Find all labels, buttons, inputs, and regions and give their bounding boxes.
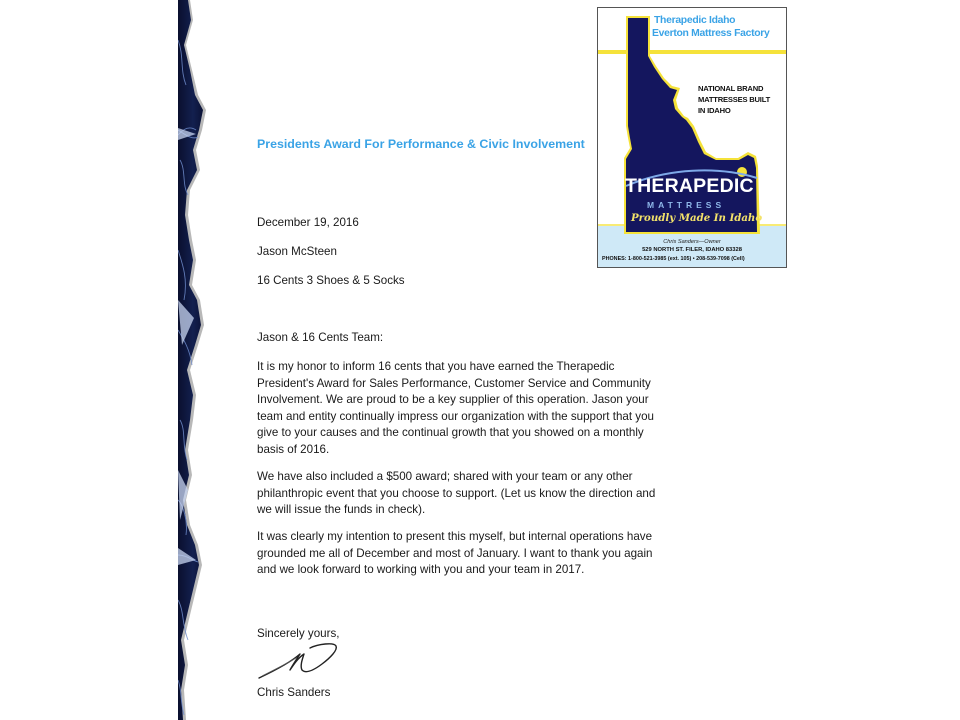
ad-phones: PHONES: 1-800-521-3985 (ext. 105) • 208-539-7098 (Cell) [602, 256, 745, 262]
paragraph-line: Involvement. We are proud to be a key supplier of this operation. Jason your [257, 393, 649, 406]
ad-slogan: Proudly Made In Idaho [631, 212, 763, 224]
paragraph-line: give to your causes and the continual growth that you showed on a monthly [257, 426, 644, 439]
ad-subbrand: MATTRESS [647, 200, 726, 210]
letter-date: December 19, 2016 [257, 216, 359, 229]
signature-image [256, 640, 346, 682]
ad-brand-logo-text: THERAPEDIC [625, 175, 754, 197]
paragraph-line: President's Award for Sales Performance, Customer Service and Community [257, 376, 651, 390]
closing: Sincerely yours, [257, 627, 340, 640]
ad-title-line2: Everton Mattress Factory [652, 28, 770, 39]
paragraph-line: It is my honor to inform 16 cents that you have earned the Therapedic [257, 360, 615, 373]
idaho-map-graphic [598, 8, 786, 267]
ad-owner: Chris Sanders—Owner [663, 239, 721, 245]
body-paragraph-1 [257, 359, 654, 458]
body-paragraph-3 [257, 529, 653, 579]
ad-tagline-line: MATTRESSES BUILT [698, 95, 771, 104]
salutation: Jason & 16 Cents Team: [257, 331, 384, 344]
ad-tagline-line: NATIONAL BRAND [698, 84, 764, 93]
paragraph-line: grounded me all of December and most of January. I want to thank you again [257, 546, 653, 560]
paragraph-line: basis of 2016. [257, 442, 330, 456]
ad-tagline-line: IN IDAHO [698, 106, 731, 115]
recipient-company: 16 Cents 3 Shoes & 5 Socks [257, 274, 405, 287]
ad-address: 529 NORTH ST. FILER, IDAHO 83328 [642, 247, 742, 253]
signer-name: Chris Sanders [257, 686, 331, 699]
therapedic-ad [597, 7, 787, 268]
paragraph-line: It was clearly my intention to present this myself, but internal operations have [257, 530, 653, 543]
paragraph-line: and we look forward to working with you and your team in 2017. [257, 563, 585, 576]
paragraph-line: philanthropic event that you choose to support. (Let us know the direction and [257, 486, 656, 500]
paragraph-line: we will issue the funds in check). [257, 503, 426, 516]
recipient-name: Jason McSteen [257, 245, 337, 258]
award-heading: Presidents Award For Performance & Civic Involvement [257, 137, 585, 151]
ad-title-line1: Therapedic Idaho [654, 15, 736, 26]
decorative-side-strip [178, 0, 248, 720]
body-paragraph-2 [257, 469, 655, 519]
paragraph-line: team and entity continually impress our organization with the support that you [257, 409, 654, 423]
paragraph-line: We have also included a $500 award; shared with your team or any other [257, 470, 633, 483]
